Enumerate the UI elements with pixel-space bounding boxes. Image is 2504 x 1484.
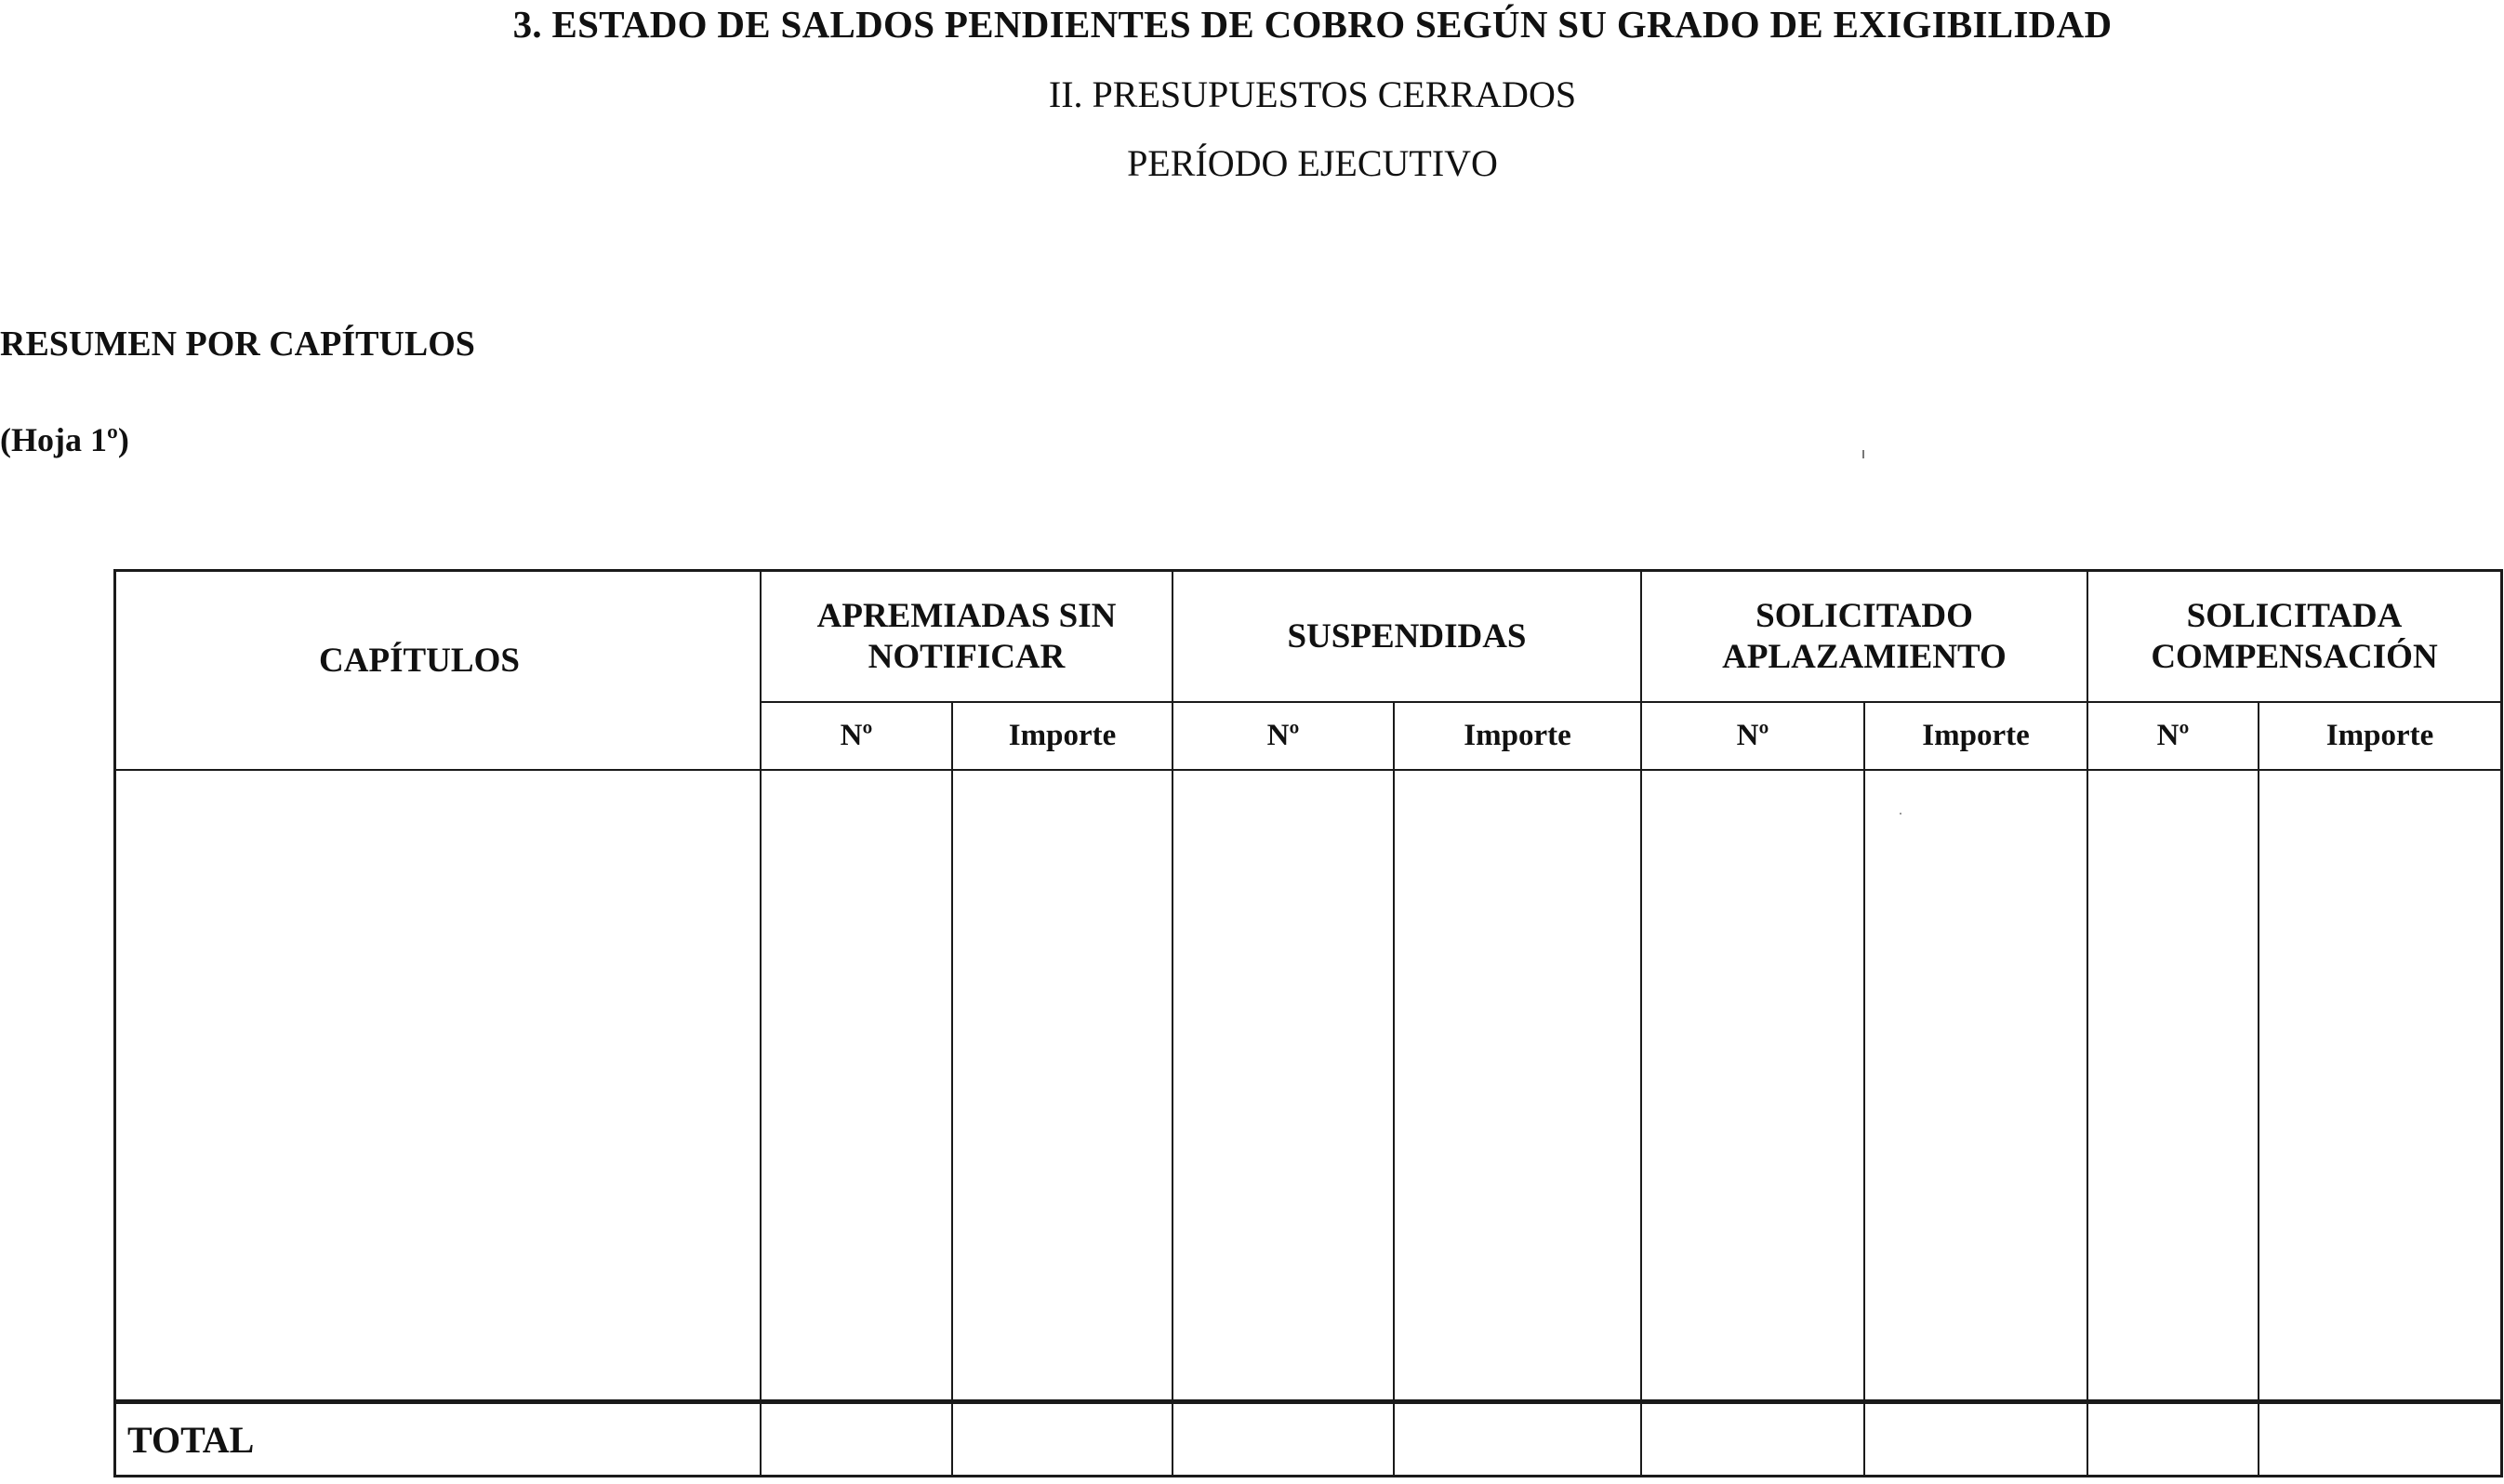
total-cell-number[interactable]	[1173, 1404, 1395, 1475]
body-cell-amount[interactable]	[2259, 771, 2500, 1404]
group-header-apremiadas: APREMIADAS SIN NOTIFICAR	[762, 572, 1173, 703]
body-cell-number[interactable]	[1173, 771, 1395, 1404]
total-cell-number[interactable]	[1642, 1404, 1865, 1475]
capitulos-header: CAPÍTULOS	[116, 572, 762, 771]
total-cell-number[interactable]	[2088, 1404, 2259, 1475]
body-cell-amount[interactable]	[1865, 771, 2088, 1404]
subheader-number: Nº	[762, 703, 953, 771]
group-header-compensacion: SOLICITADA COMPENSACIÓN	[2088, 572, 2500, 703]
group-header-suspendidas: SUSPENDIDAS	[1173, 572, 1642, 703]
total-cell-amount[interactable]	[2259, 1404, 2500, 1475]
total-cell-amount[interactable]	[1395, 1404, 1642, 1475]
body-cell-amount[interactable]	[953, 771, 1173, 1404]
sheet-label: (Hoja 1º)	[0, 421, 129, 458]
subheader-number: Nº	[1173, 703, 1395, 771]
total-cell-number[interactable]	[762, 1404, 953, 1475]
subheader-amount: Importe	[1395, 703, 1642, 771]
body-cell-number[interactable]	[2088, 771, 2259, 1404]
subheader-amount: Importe	[953, 703, 1173, 771]
subheader-amount: Importe	[1865, 703, 2088, 771]
document-subtitle: II. PRESUPUESTOS CERRADOS	[1048, 73, 1577, 115]
capitulos-body-cell[interactable]	[116, 771, 762, 1404]
subheader-amount: Importe	[2259, 703, 2500, 771]
subheader-number: Nº	[2088, 703, 2259, 771]
scan-mark	[1862, 450, 1864, 458]
group-header-aplazamiento: SOLICITADO APLAZAMIENTO	[1642, 572, 2088, 703]
body-cell-number[interactable]	[1642, 771, 1865, 1404]
subheader-number: Nº	[1642, 703, 1865, 771]
total-cell-amount[interactable]	[1865, 1404, 2088, 1475]
body-cell-number[interactable]	[762, 771, 953, 1404]
document-period: PERÍODO EJECUTIVO	[1127, 142, 1498, 184]
summary-table	[113, 569, 2503, 1477]
total-cell-amount[interactable]	[953, 1404, 1173, 1475]
section-heading: RESUMEN POR CAPÍTULOS	[0, 325, 475, 364]
body-cell-amount[interactable]	[1395, 771, 1642, 1404]
document-title: 3. ESTADO DE SALDOS PENDIENTES DE COBRO SEGÚN SU GRADO DE EXIGIBILIDAD	[512, 3, 2113, 46]
total-label: TOTAL	[116, 1404, 762, 1475]
